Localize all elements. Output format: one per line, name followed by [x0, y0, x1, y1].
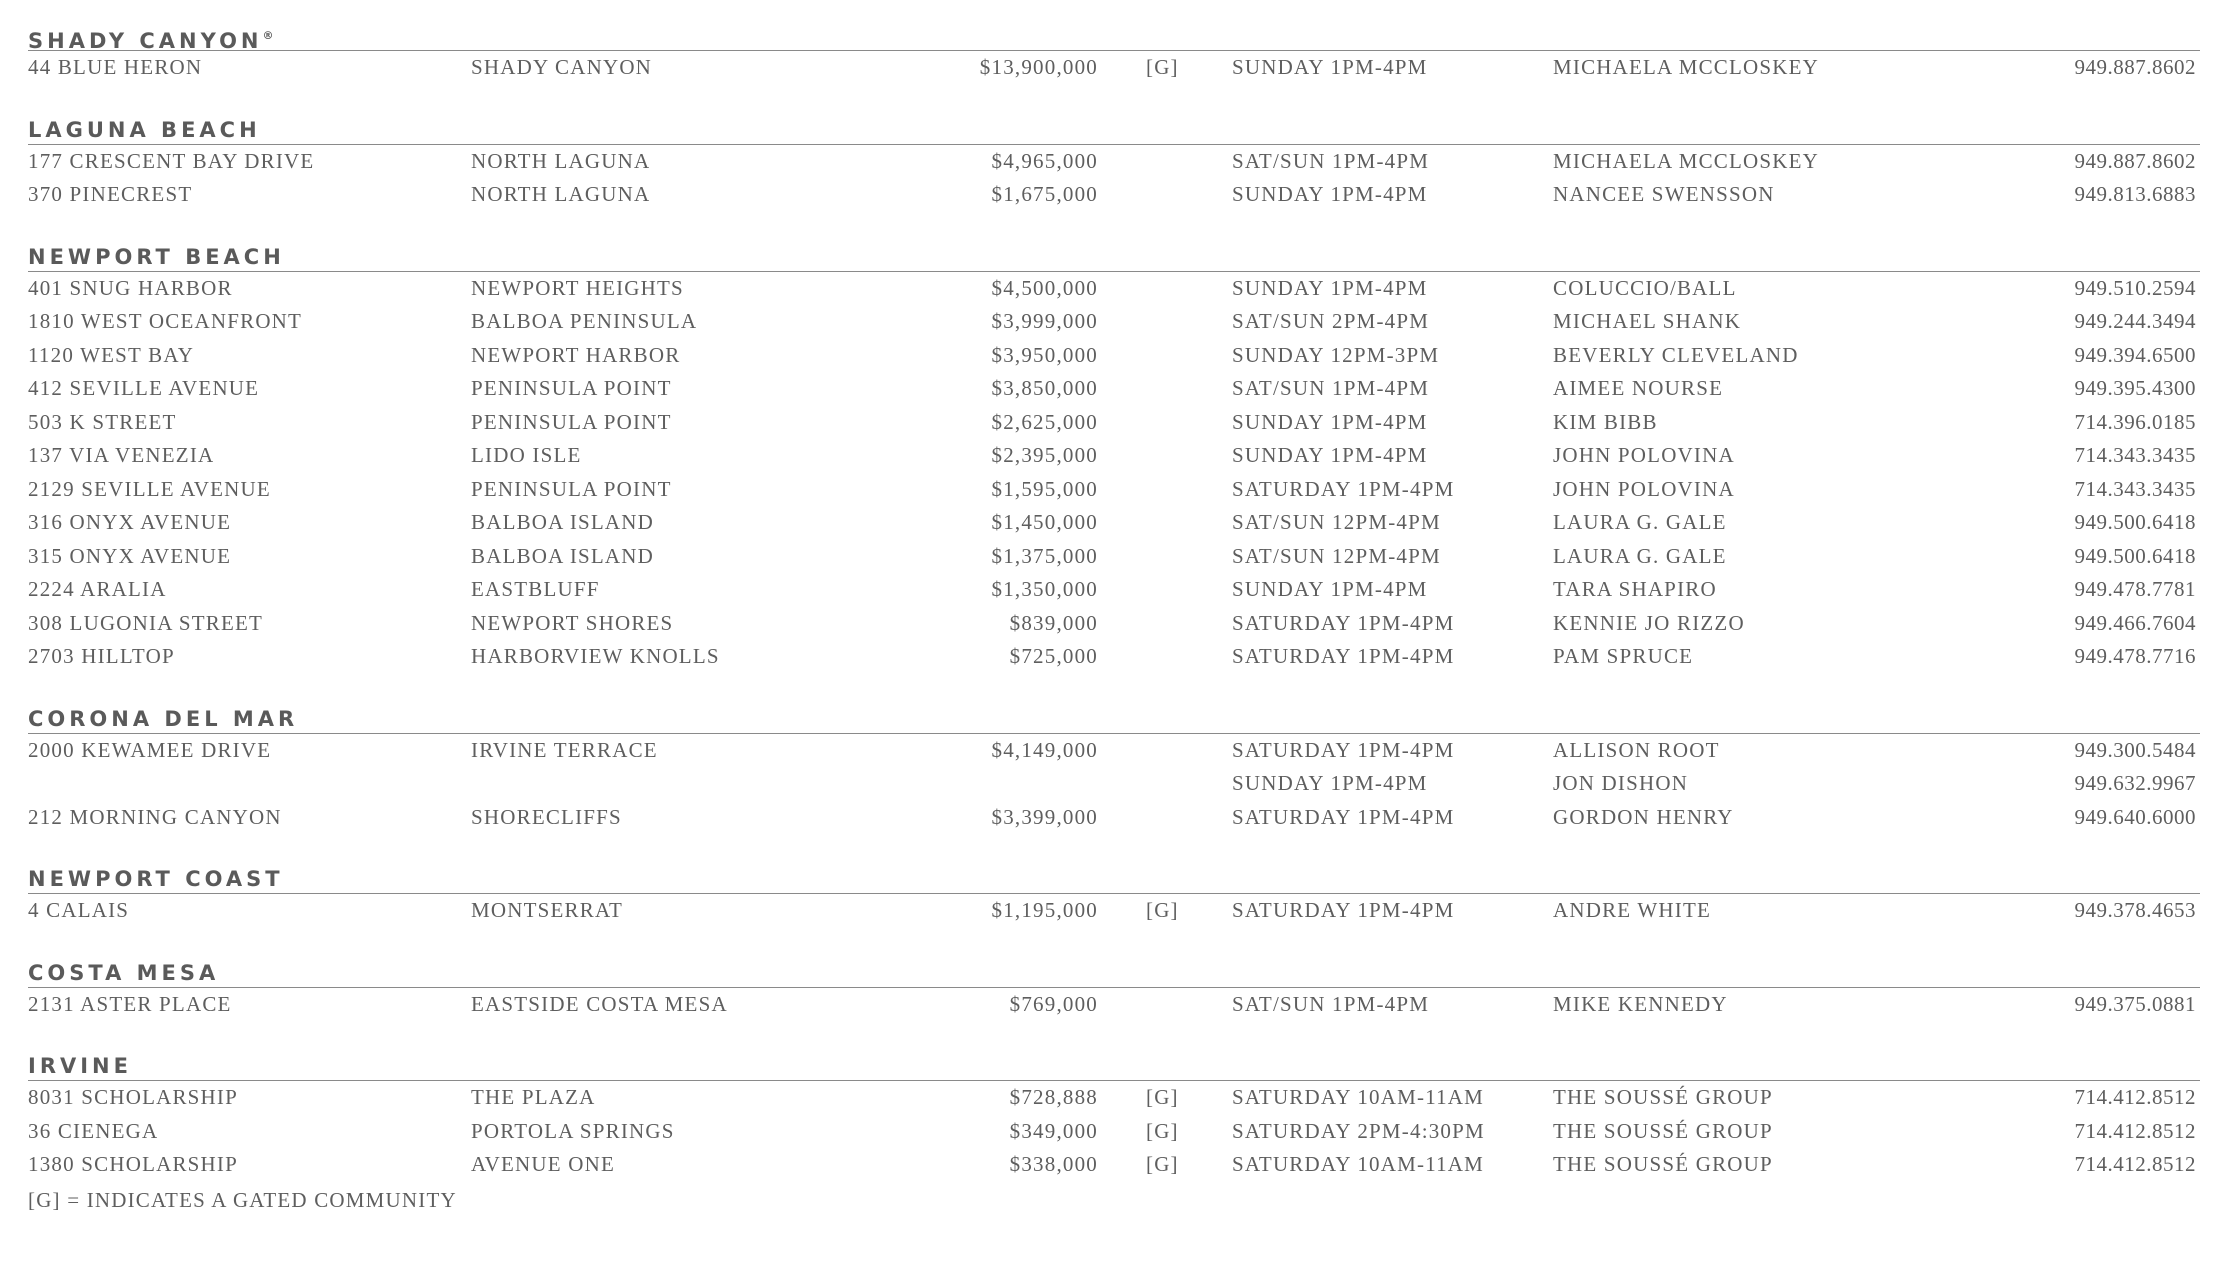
- gated-footnote: [G] = INDICATES A GATED COMMUNITY: [28, 1187, 457, 1212]
- open-house-time: SAT/SUN 1PM-4PM: [1232, 991, 1430, 1016]
- section-heading: [28, 705, 2200, 734]
- agent-phone: 949.500.6418: [2074, 510, 2196, 534]
- listing-row: [28, 178, 2200, 212]
- open-house-time: SAT/SUN 12PM-4PM: [1232, 510, 1441, 534]
- open-house-time: SUNDAY 12PM-3PM: [1232, 342, 1440, 367]
- listing-neighborhood: NEWPORT HARBOR: [471, 342, 681, 367]
- section-title: COSTA MESA: [28, 960, 220, 985]
- listing-price: $728,888: [1009, 1085, 1098, 1109]
- listing-neighborhood: EASTSIDE COSTA MESA: [471, 991, 728, 1016]
- agent-phone: 949.394.6500: [2074, 342, 2196, 367]
- listing-price: $4,965,000: [991, 148, 1098, 173]
- section-title: IRVINE: [28, 1054, 132, 1078]
- agent-phone: 949.887.8602: [2074, 55, 2196, 79]
- agent-phone: 949.632.9967: [2074, 771, 2196, 795]
- listing-agent: LAURA G. GALE: [1553, 510, 1727, 534]
- section-newport-beach: [28, 243, 2200, 674]
- open-house-time: SATURDAY 1PM-4PM: [1232, 476, 1455, 501]
- gated-marker: [G]: [1146, 1085, 1179, 1109]
- listing-price: $1,675,000: [991, 182, 1098, 206]
- listing-address: 2131 ASTER PLACE: [28, 991, 232, 1016]
- listing-address: 44 BLUE HERON: [28, 55, 203, 79]
- listing-agent: MICHAEL SHANK: [1553, 309, 1742, 333]
- listing-neighborhood: EASTBLUFF: [471, 577, 600, 601]
- listing-agent: KIM BIBB: [1553, 409, 1658, 434]
- listing-agent: COLUCCIO/BALL: [1553, 275, 1737, 300]
- listing-row: [28, 51, 2200, 85]
- listing-agent: AIMEE NOURSE: [1553, 376, 1724, 400]
- listing-address: 36 CIENEGA: [28, 1118, 159, 1143]
- listing-row: [28, 540, 2200, 574]
- section-irvine: [28, 1052, 2200, 1182]
- listing-agent: BEVERLY CLEVELAND: [1553, 342, 1799, 367]
- listing-price: $3,950,000: [991, 342, 1098, 367]
- listing-agent: MICHAELA MCCLOSKEY: [1553, 55, 1820, 79]
- listing-price: $2,625,000: [991, 409, 1098, 434]
- listing-price: $1,350,000: [991, 577, 1098, 601]
- listing-neighborhood: MONTSERRAT: [471, 898, 624, 922]
- listing-neighborhood: NORTH LAGUNA: [471, 182, 651, 206]
- listing-agent: GORDON HENRY: [1553, 804, 1734, 829]
- listing-agent: THE SOUSSÉ GROUP: [1553, 1118, 1773, 1143]
- agent-phone: 949.500.6418: [2074, 543, 2196, 568]
- listing-row: [28, 473, 2200, 507]
- open-house-listings: [28, 22, 2200, 1215]
- listing-row: [28, 439, 2200, 473]
- open-house-time: SUNDAY 1PM-4PM: [1232, 577, 1428, 601]
- section-heading: [28, 243, 2200, 272]
- listing-address: 503 K STREET: [28, 409, 177, 434]
- listing-address: 2000 KEWAMEE DRIVE: [28, 737, 272, 762]
- listing-neighborhood: SHADY CANYON: [471, 55, 653, 79]
- listing-price: $1,375,000: [991, 543, 1098, 568]
- listing-price: $839,000: [1009, 610, 1098, 635]
- listing-agent: JON DISHON: [1553, 771, 1689, 795]
- agent-phone: 949.466.7604: [2074, 610, 2196, 635]
- open-house-time: SATURDAY 2PM-4:30PM: [1232, 1118, 1485, 1143]
- listing-address: 308 LUGONIA STREET: [28, 610, 264, 635]
- listing-agent: TARA SHAPIRO: [1553, 577, 1717, 601]
- agent-phone: 714.343.3435: [2074, 443, 2196, 467]
- agent-phone: 949.395.4300: [2074, 376, 2196, 400]
- agent-phone: 949.478.7781: [2074, 577, 2196, 601]
- listing-price: $1,450,000: [991, 510, 1098, 534]
- listing-agent: ANDRE WHITE: [1553, 898, 1712, 922]
- listing-address: 1380 SCHOLARSHIP: [28, 1152, 238, 1176]
- agent-phone: 714.412.8512: [2074, 1118, 2196, 1143]
- open-house-time: SAT/SUN 1PM-4PM: [1232, 148, 1430, 173]
- listing-price: $13,900,000: [979, 55, 1098, 79]
- gated-marker: [G]: [1146, 898, 1179, 922]
- section-heading: [28, 959, 2200, 988]
- agent-phone: 714.396.0185: [2074, 409, 2196, 434]
- open-house-time: SUNDAY 1PM-4PM: [1232, 443, 1428, 467]
- open-house-time: SUNDAY 1PM-4PM: [1232, 55, 1428, 79]
- agent-phone: 949.244.3494: [2074, 309, 2196, 333]
- listing-address: 1120 WEST BAY: [28, 342, 195, 367]
- open-house-time: SAT/SUN 1PM-4PM: [1232, 376, 1430, 400]
- listing-row: [28, 1115, 2200, 1149]
- listing-price: $2,395,000: [991, 443, 1098, 467]
- listing-neighborhood: PENINSULA POINT: [471, 409, 672, 434]
- listing-address: 137 VIA VENEZIA: [28, 443, 215, 467]
- listing-neighborhood: AVENUE ONE: [471, 1152, 616, 1176]
- listing-neighborhood: PENINSULA POINT: [471, 476, 672, 501]
- listing-neighborhood: IRVINE TERRACE: [471, 737, 658, 762]
- listing-neighborhood: HARBORVIEW KNOLLS: [471, 644, 720, 668]
- listing-row: [28, 145, 2200, 179]
- open-house-time: SATURDAY 10AM-11AM: [1232, 1152, 1485, 1176]
- listing-neighborhood: THE PLAZA: [471, 1085, 596, 1109]
- listing-address: 401 SNUG HARBOR: [28, 275, 233, 300]
- section-newport-coast: [28, 865, 2200, 928]
- section-corona-del-mar: [28, 705, 2200, 835]
- open-house-time: SATURDAY 1PM-4PM: [1232, 644, 1455, 668]
- open-house-time: SUNDAY 1PM-4PM: [1232, 275, 1428, 300]
- open-house-time: SUNDAY 1PM-4PM: [1232, 409, 1428, 434]
- listing-price: $769,000: [1009, 991, 1098, 1016]
- listing-agent: THE SOUSSÉ GROUP: [1553, 1152, 1773, 1176]
- gated-marker: [G]: [1146, 55, 1179, 79]
- listing-price: $1,195,000: [991, 898, 1098, 922]
- listing-row: [28, 1081, 2200, 1115]
- listing-price: $725,000: [1009, 644, 1098, 668]
- listing-neighborhood: PENINSULA POINT: [471, 376, 672, 400]
- agent-phone: 949.887.8602: [2074, 148, 2196, 173]
- listing-neighborhood: NEWPORT SHORES: [471, 610, 674, 635]
- listing-address: 2129 SEVILLE AVENUE: [28, 476, 271, 501]
- section-heading: [28, 1052, 2200, 1081]
- listing-neighborhood: NORTH LAGUNA: [471, 148, 651, 173]
- section-title: CORONA DEL MAR: [28, 706, 299, 731]
- section-costa-mesa: [28, 959, 2200, 1022]
- listing-agent: MIKE KENNEDY: [1553, 991, 1728, 1016]
- listing-row: [28, 372, 2200, 406]
- agent-phone: 949.478.7716: [2074, 644, 2196, 668]
- listing-address: 1810 WEST OCEANFRONT: [28, 309, 303, 333]
- listing-row: [28, 573, 2200, 607]
- section-heading: [28, 116, 2200, 145]
- listing-agent: NANCEE SWENSSON: [1553, 182, 1775, 206]
- listing-price: $4,500,000: [991, 275, 1098, 300]
- agent-phone: 714.412.8512: [2074, 1152, 2196, 1176]
- listing-neighborhood: BALBOA ISLAND: [471, 510, 655, 534]
- listing-row: [28, 767, 2200, 801]
- listing-row: [28, 406, 2200, 440]
- listing-price: $3,399,000: [991, 804, 1098, 829]
- open-house-time: SATURDAY 1PM-4PM: [1232, 610, 1455, 635]
- listing-agent: JOHN POLOVINA: [1553, 443, 1735, 467]
- agent-phone: 949.378.4653: [2074, 898, 2196, 922]
- listing-address: 315 ONYX AVENUE: [28, 543, 232, 568]
- listing-row: [28, 801, 2200, 835]
- listing-agent: ALLISON ROOT: [1553, 737, 1720, 762]
- listing-agent: THE SOUSSÉ GROUP: [1553, 1085, 1773, 1109]
- section-title: NEWPORT BEACH: [28, 244, 285, 269]
- section-title: LAGUNA BEACH: [28, 117, 261, 142]
- open-house-time: SUNDAY 1PM-4PM: [1232, 771, 1428, 795]
- listing-address: 177 CRESCENT BAY DRIVE: [28, 148, 315, 173]
- listing-neighborhood: BALBOA ISLAND: [471, 543, 655, 568]
- listing-row: [28, 640, 2200, 674]
- listing-address: 2703 HILLTOP: [28, 644, 175, 668]
- listing-address: 316 ONYX AVENUE: [28, 510, 232, 534]
- section-heading: [28, 22, 2200, 51]
- listing-neighborhood: LIDO ISLE: [471, 443, 582, 467]
- agent-phone: 949.375.0881: [2074, 991, 2196, 1016]
- listing-agent: KENNIE JO RIZZO: [1553, 610, 1745, 635]
- gated-marker: [G]: [1146, 1118, 1179, 1143]
- agent-phone: 949.300.5484: [2074, 737, 2196, 762]
- agent-phone: 714.412.8512: [2074, 1085, 2196, 1109]
- agent-phone: 949.813.6883: [2074, 182, 2196, 206]
- listing-price: $3,999,000: [991, 309, 1098, 333]
- open-house-time: SATURDAY 1PM-4PM: [1232, 737, 1455, 762]
- listing-address: 8031 SCHOLARSHIP: [28, 1085, 238, 1109]
- listing-row: [28, 988, 2200, 1022]
- listing-address: 370 PINECREST: [28, 182, 193, 206]
- listing-price: $349,000: [1009, 1118, 1098, 1143]
- listing-neighborhood: BALBOA PENINSULA: [471, 309, 698, 333]
- registered-mark: ®: [262, 29, 274, 42]
- open-house-time: SAT/SUN 12PM-4PM: [1232, 543, 1441, 568]
- listing-price: $4,149,000: [991, 737, 1098, 762]
- open-house-time: SAT/SUN 2PM-4PM: [1232, 309, 1430, 333]
- agent-phone: 714.343.3435: [2074, 476, 2196, 501]
- listing-row: [28, 305, 2200, 339]
- listing-row: [28, 1148, 2200, 1182]
- section-laguna-beach: [28, 116, 2200, 212]
- listing-row: [28, 734, 2200, 768]
- listing-agent: PAM SPRUCE: [1553, 644, 1694, 668]
- listing-row: [28, 894, 2200, 928]
- listing-neighborhood: NEWPORT HEIGHTS: [471, 275, 684, 300]
- open-house-time: SATURDAY 10AM-11AM: [1232, 1085, 1485, 1109]
- listing-address: 2224 ARALIA: [28, 577, 167, 601]
- listing-row: [28, 339, 2200, 373]
- section-shady-canyon: [28, 22, 2200, 85]
- open-house-time: SATURDAY 1PM-4PM: [1232, 804, 1455, 829]
- listing-neighborhood: PORTOLA SPRINGS: [471, 1118, 675, 1143]
- listing-agent: JOHN POLOVINA: [1553, 476, 1735, 501]
- gated-marker: [G]: [1146, 1152, 1179, 1176]
- listing-row: [28, 506, 2200, 540]
- agent-phone: 949.510.2594: [2074, 275, 2196, 300]
- agent-phone: 949.640.6000: [2074, 804, 2196, 829]
- listing-neighborhood: SHORECLIFFS: [471, 804, 622, 829]
- listing-row: [28, 272, 2200, 306]
- listing-address: 4 CALAIS: [28, 898, 130, 922]
- listing-price: $1,595,000: [991, 476, 1098, 501]
- listing-price: $338,000: [1009, 1152, 1098, 1176]
- listing-agent: MICHAELA MCCLOSKEY: [1553, 148, 1820, 173]
- listing-agent: LAURA G. GALE: [1553, 543, 1727, 568]
- section-title: SHADY CANYON: [28, 29, 263, 53]
- listing-address: 212 MORNING CANYON: [28, 804, 282, 829]
- section-heading: [28, 865, 2200, 894]
- section-title: NEWPORT COAST: [28, 867, 284, 891]
- listing-address: 412 SEVILLE AVENUE: [28, 376, 260, 400]
- open-house-time: SATURDAY 1PM-4PM: [1232, 898, 1455, 922]
- listing-row: [28, 607, 2200, 641]
- open-house-time: SUNDAY 1PM-4PM: [1232, 182, 1428, 206]
- listing-price: $3,850,000: [991, 376, 1098, 400]
